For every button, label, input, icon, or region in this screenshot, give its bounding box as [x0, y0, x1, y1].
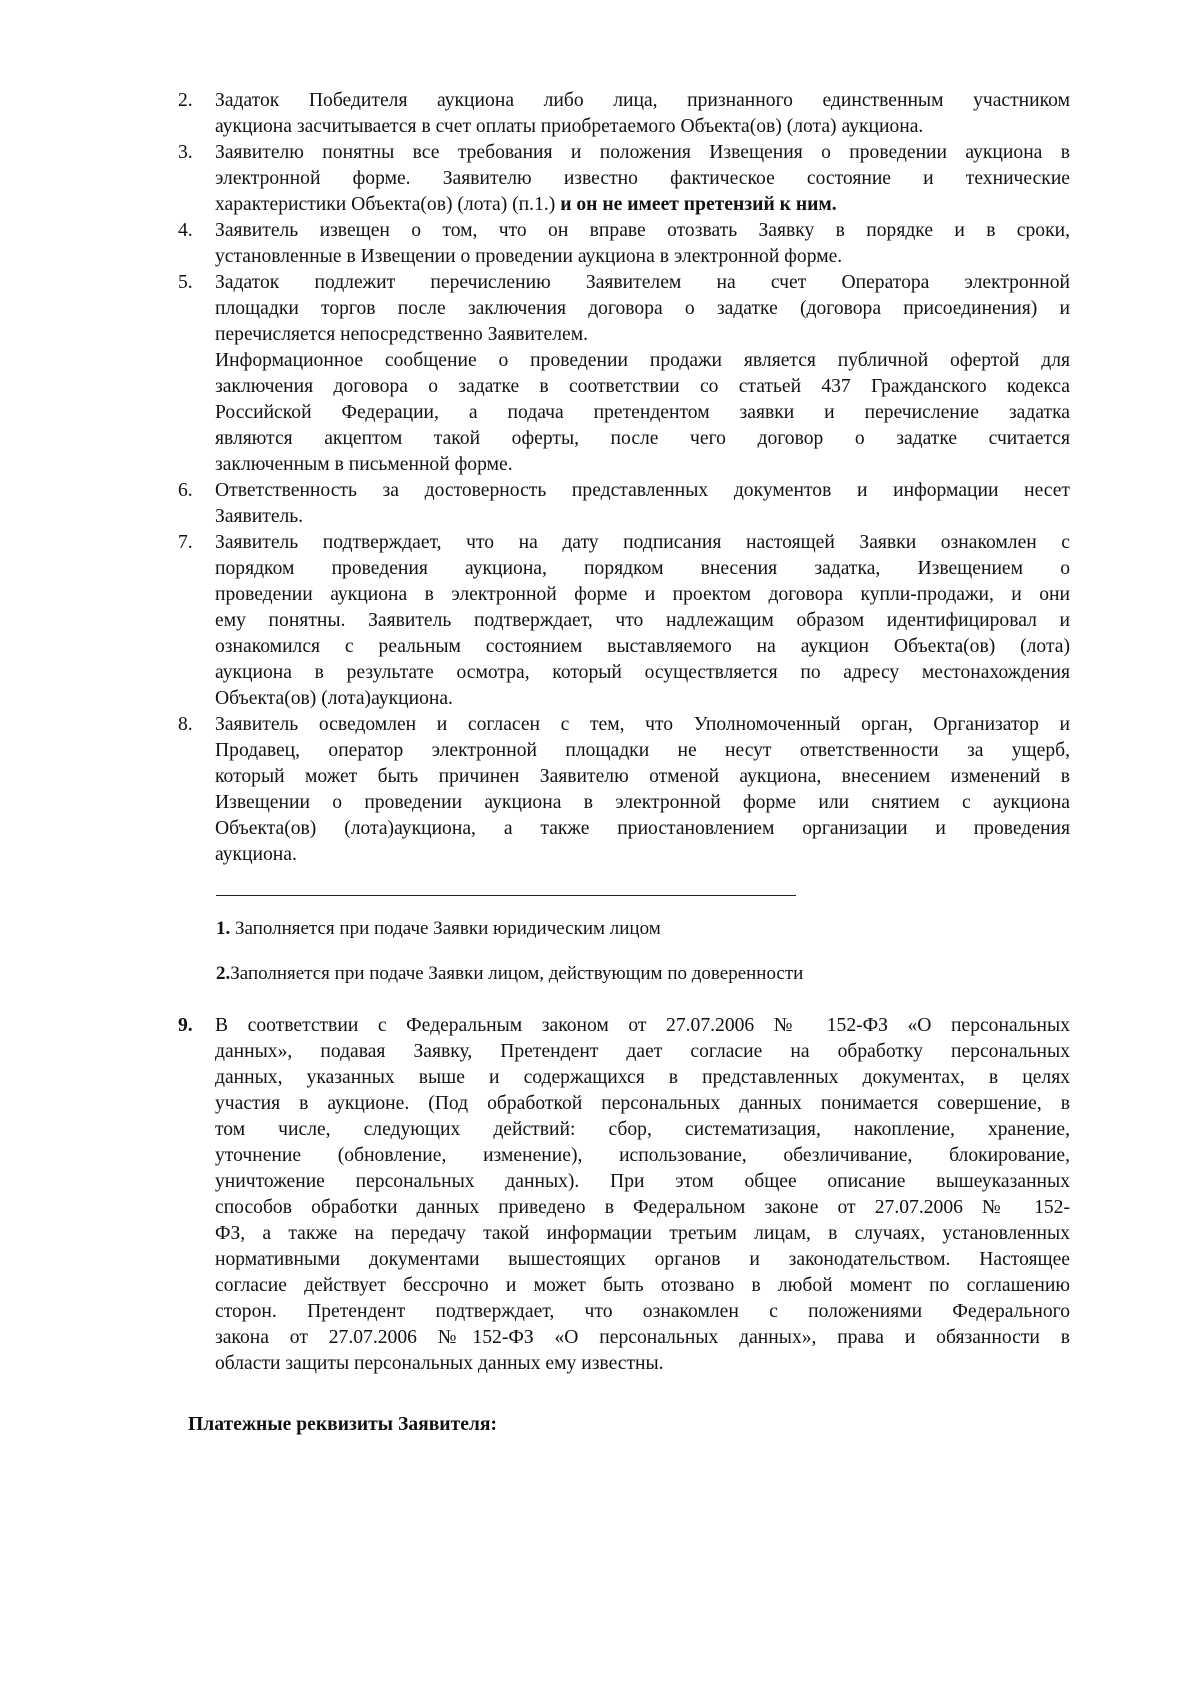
- item-number: 5.: [178, 272, 193, 293]
- text-line: Извещении о проведении аукциона в электронной форме или снятием с аукциона: [215, 792, 1070, 813]
- emphasis-text: и он не имеет претензий к ним.: [560, 194, 837, 215]
- text-line: Заявитель.: [215, 506, 304, 527]
- list-item-6: [178, 478, 1070, 530]
- text-line: том числе, следующих действий: сбор, систематизация, накопление, хранение,: [215, 1119, 1070, 1140]
- footnote-number: 1.: [216, 918, 231, 939]
- text-line: [215, 192, 1070, 218]
- footnote-2: [216, 962, 803, 986]
- text-line: Заявителю понятны все требования и положения Извещения о проведении аукциона в: [215, 142, 1070, 163]
- text-line: заключенным в письменной форме.: [215, 454, 513, 475]
- text-line: способов обработки данных приведено в Федеральном законе от 27.07.2006 № 152-: [215, 1197, 1070, 1218]
- list-item-2: [178, 88, 1070, 140]
- text-line: ему понятны. Заявитель подтверждает, что надлежащим образом идентифицировал и: [215, 610, 1070, 631]
- payment-details-heading: Платежные реквизиты Заявителя:: [188, 1414, 498, 1435]
- footnote-divider: [216, 895, 796, 896]
- text-line: области защиты персональных данных ему известны.: [215, 1353, 664, 1374]
- text-line: площадки торгов после заключения договора о задатке (договора присоединения) и: [215, 298, 1070, 319]
- text-line: Российской Федерации, а подача претендентом заявки и перечисление задатка: [215, 402, 1070, 423]
- item-text: [215, 270, 1070, 478]
- text-line: Задаток Победителя аукциона либо лица, признанного единственным участником: [215, 90, 1070, 111]
- text-line: являются акцептом такой оферты, после чего договор о задатке считается: [215, 428, 1070, 449]
- text-line: сторон. Претендент подтверждает, что ознакомлен с положениями Федерального: [215, 1301, 1070, 1322]
- text-line: который может быть причинен Заявителю отменой аукциона, внесением изменений в: [215, 766, 1070, 787]
- text-line: нормативными документами вышестоящих органов и законодательством. Настоящее: [215, 1249, 1070, 1270]
- numbered-list: [178, 88, 1070, 868]
- text-line: Информационное сообщение о проведении продажи является публичной офертой для: [215, 350, 1070, 371]
- item-number: 4.: [178, 220, 193, 241]
- text-line: Объекта(ов) (лота)аукциона, а также приостановлением организации и проведения: [215, 818, 1070, 839]
- text-line: Объекта(ов) (лота)аукциона.: [215, 688, 453, 709]
- text-line: проведении аукциона в электронной форме и проектом договора купли-продажи, и они: [215, 584, 1070, 605]
- text-line: аукциона в результате осмотра, который осуществляется по адресу местонахождения: [215, 662, 1070, 683]
- text-line: данных, указанных выше и содержащихся в представленных документах, в целях: [215, 1067, 1070, 1088]
- list-item-3: [178, 140, 1070, 218]
- item-number: 3.: [178, 142, 193, 163]
- list-item-8: [178, 712, 1070, 868]
- item-number: 9.: [178, 1015, 193, 1036]
- footnote-text: Заполняется при подаче Заявки юридическим лицом: [230, 918, 661, 939]
- footnote-1: [216, 917, 661, 941]
- text-line: перечисляется непосредственно Заявителем.: [215, 324, 589, 345]
- list-item-5: [178, 270, 1070, 478]
- numbered-list-continued: [178, 1013, 1070, 1377]
- text-line: согласие действует бессрочно и может быть отозвано в любой момент по соглашению: [215, 1275, 1070, 1296]
- item-text: [215, 218, 1070, 270]
- text-line: данных», подавая Заявку, Претендент дает согласие на обработку персональных: [215, 1041, 1070, 1062]
- text-line: Ответственность за достоверность представленных документов и информации несет: [215, 480, 1070, 501]
- text-line: аукциона засчитывается в счет оплаты приобретаемого Объекта(ов) (лота) аукциона.: [215, 116, 924, 137]
- item-text: [215, 712, 1070, 868]
- text-line: установленные в Извещении о проведении аукциона в электронной форме.: [215, 246, 843, 267]
- text-line: Заявитель осведомлен и согласен с тем, что Уполномоченный орган, Организатор и: [215, 714, 1070, 735]
- item-number: 2.: [178, 90, 193, 111]
- item-number: 8.: [178, 714, 193, 735]
- text-line: Заявитель подтверждает, что на дату подписания настоящей Заявки ознакомлен с: [215, 532, 1070, 553]
- list-item-9: [178, 1013, 1070, 1377]
- item-text: [215, 88, 1070, 140]
- text-line: участия в аукционе. (Под обработкой персональных данных понимается совершение, в: [215, 1093, 1070, 1114]
- text-line: закона от 27.07.2006 №152-ФЗ «О персональных данных», права и обязанности в: [215, 1327, 1070, 1348]
- item-text: [215, 1013, 1070, 1377]
- list-item-7: [178, 530, 1070, 712]
- item-number: 6.: [178, 480, 193, 501]
- text-line: уточнение (обновление, изменение), использование, обезличивание, блокирование,: [215, 1145, 1070, 1166]
- text-line: аукциона.: [215, 844, 297, 865]
- text-line: ФЗ, а также на передачу такой информации третьим лицам, в случаях, установленных: [215, 1223, 1070, 1244]
- footnote-text: Заполняется при подаче Заявки лицом, действующим по доверенности: [230, 963, 804, 984]
- item-text: [215, 530, 1070, 712]
- text-line: ознакомился с реальным состоянием выставляемого на аукцион Объекта(ов) (лота): [215, 636, 1070, 657]
- footnote-number: 2.: [216, 963, 231, 984]
- text-line: Продавец, оператор электронной площадки не несут ответственности за ущерб,: [215, 740, 1070, 761]
- text-line: электронной форме. Заявителю известно фактическое состояние и технические: [215, 168, 1070, 189]
- item-text: [215, 140, 1070, 218]
- text-line: В соответствии с Федеральным законом от 27.07.2006 № 152-ФЗ «О персональных: [215, 1015, 1070, 1036]
- text-line: уничтожение персональных данных). При этом общее описание вышеуказанных: [215, 1171, 1070, 1192]
- text-line: Заявитель извещен о том, что он вправе отозвать Заявку в порядке и в сроки,: [215, 220, 1070, 241]
- text-line: Задаток подлежит перечислению Заявителем на счет Оператора электронной: [215, 272, 1070, 293]
- item-number: 7.: [178, 532, 193, 553]
- text-line: порядком проведения аукциона, порядком внесения задатка, Извещением о: [215, 558, 1070, 579]
- text-line: заключения договора о задатке в соответствии со статьей 437 Гражданского кодекса: [215, 376, 1070, 397]
- text-run: характеристики Объекта(ов) (лота) (п.1.): [215, 194, 561, 215]
- item-text: [215, 478, 1070, 530]
- list-item-4: [178, 218, 1070, 270]
